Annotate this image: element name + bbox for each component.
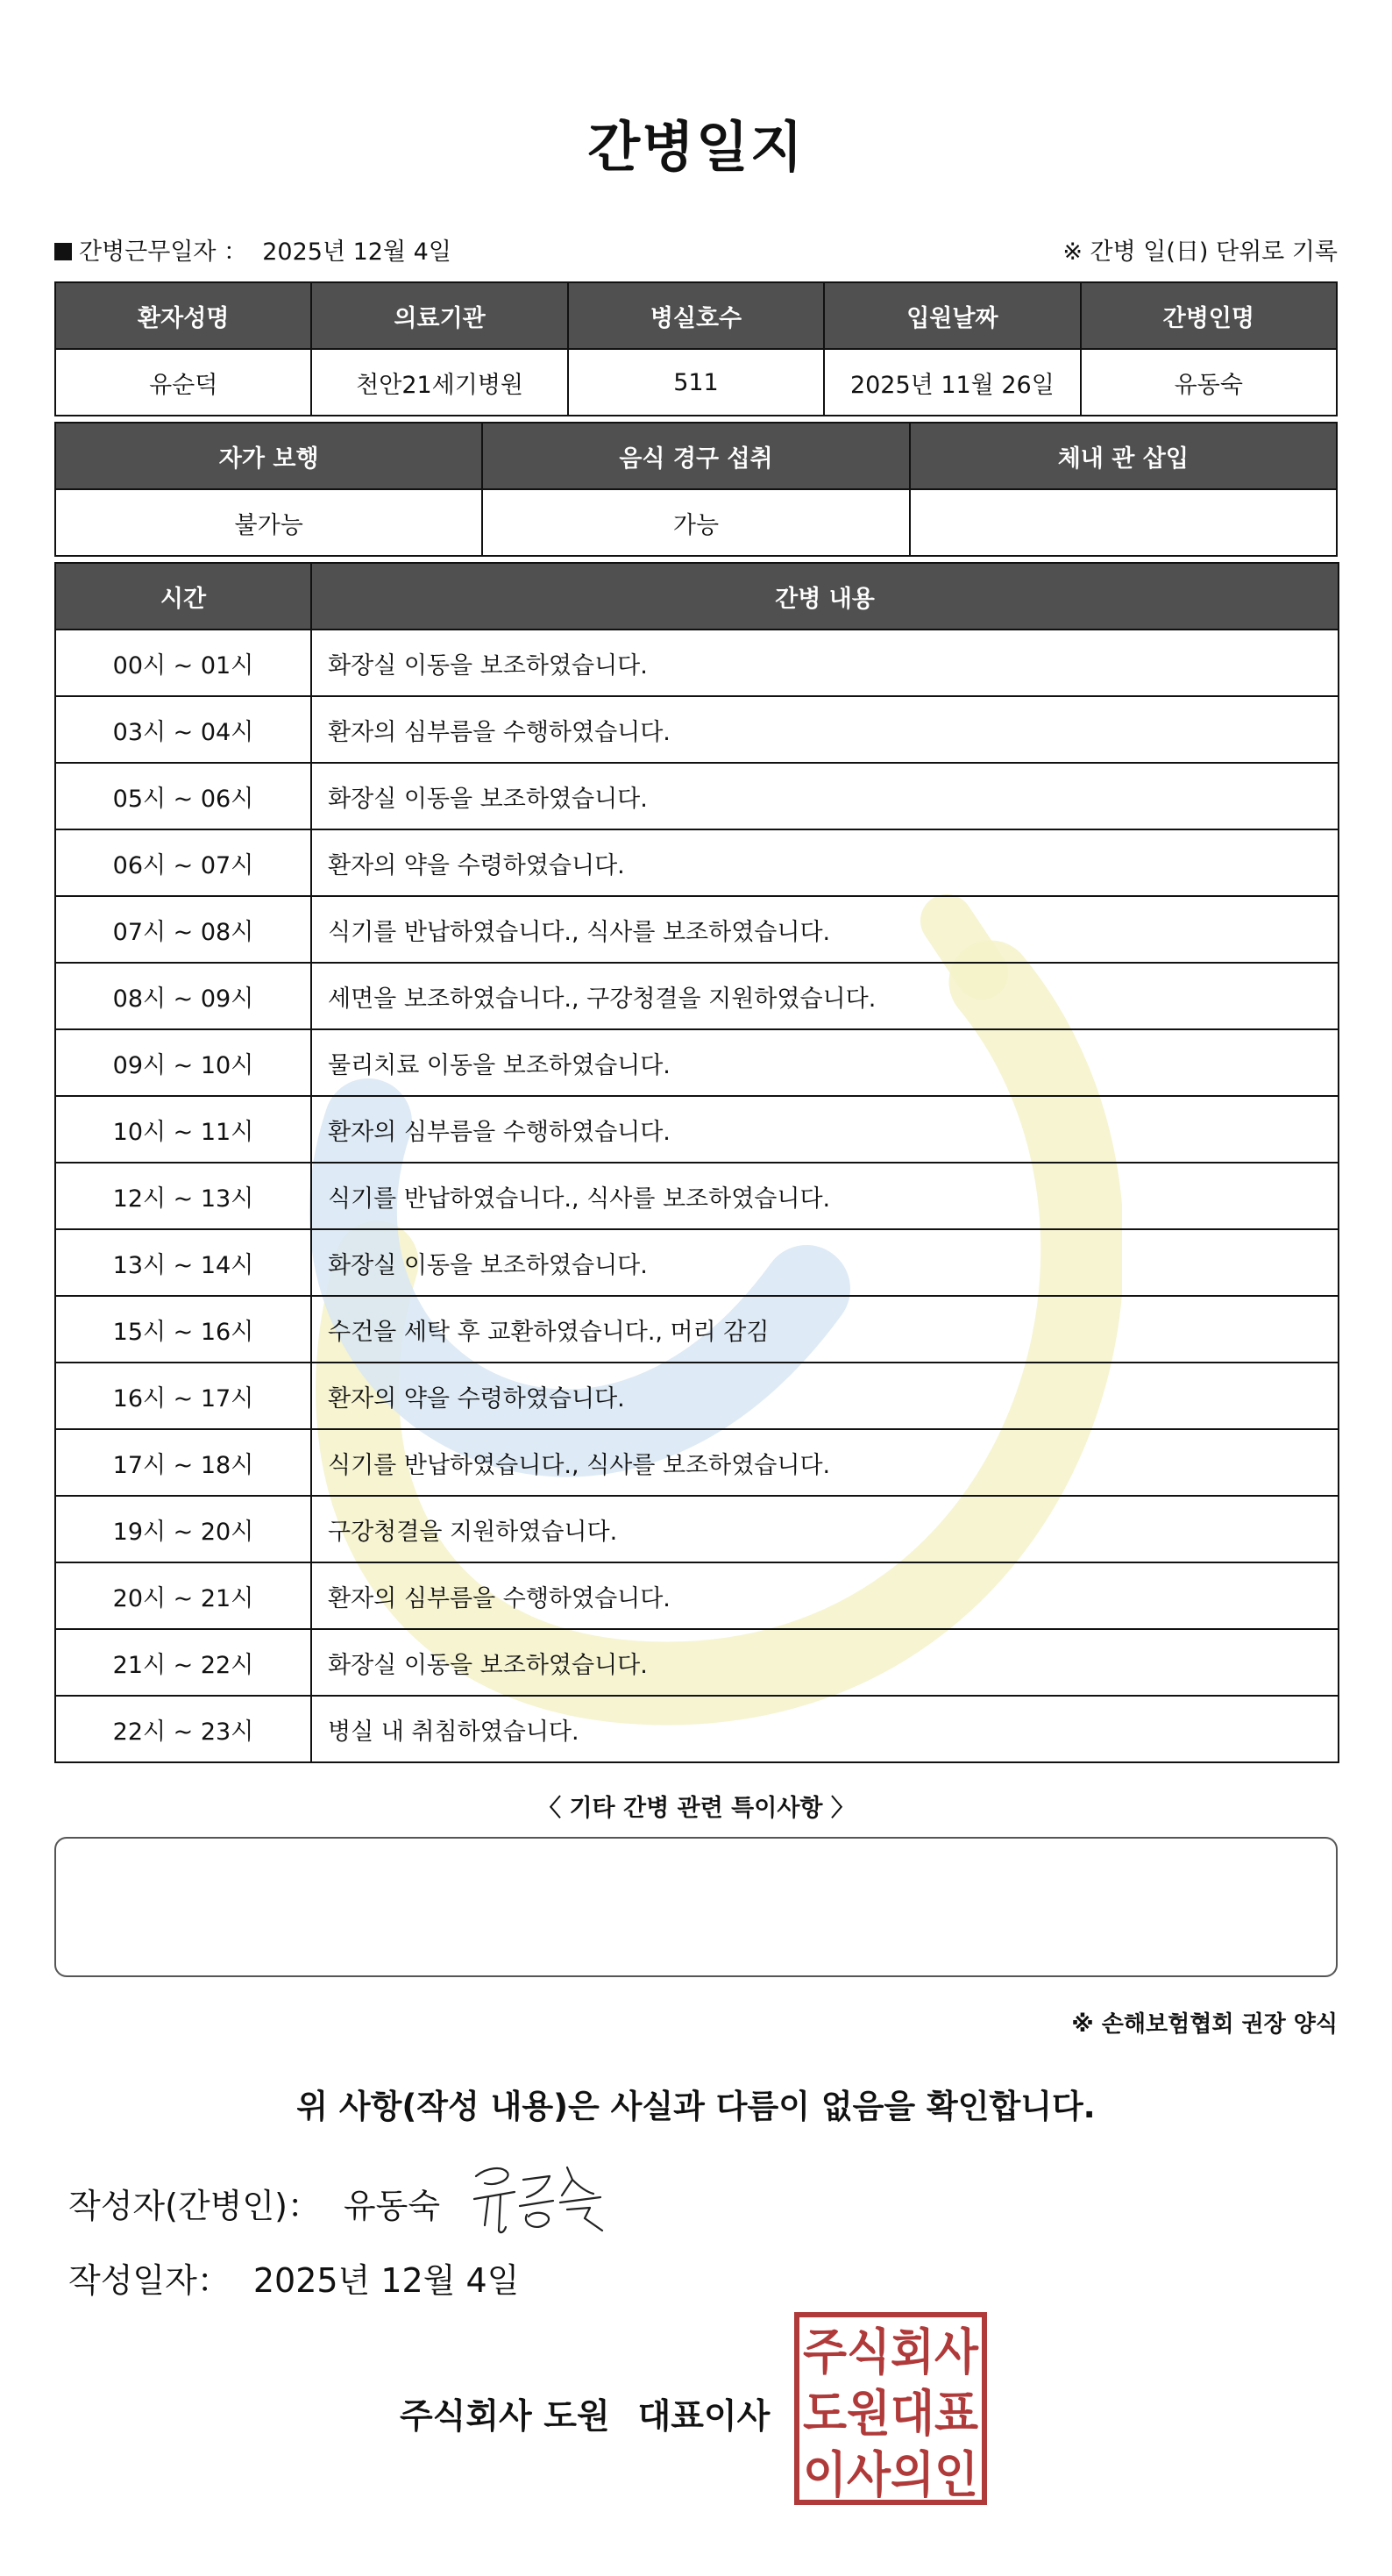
record-note: ※ 간병 일(日) 단위로 기록 bbox=[1062, 238, 1338, 266]
writer-name: 유동숙 bbox=[343, 2187, 441, 2225]
content-cell: 화장실 이동을 보조하였습니다. bbox=[311, 763, 1339, 829]
representative-title: 대표이사 bbox=[637, 2397, 771, 2437]
content-cell: 식기를 반납하였습니다., 식사를 보조하였습니다. bbox=[311, 1429, 1339, 1496]
content-cell: 환자의 심부름을 수행하였습니다. bbox=[311, 1562, 1339, 1629]
time-cell: 06시 ~ 07시 bbox=[55, 829, 311, 896]
content-cell: 환자의 심부름을 수행하였습니다. bbox=[311, 696, 1339, 763]
table-row bbox=[55, 763, 1339, 829]
time-cell: 05시 ~ 06시 bbox=[55, 763, 311, 829]
table-row bbox=[55, 1562, 1339, 1629]
table-row bbox=[55, 963, 1339, 1029]
content-cell: 수건을 세탁 후 교환하였습니다., 머리 감김 bbox=[311, 1296, 1339, 1363]
header-admission-date: 입원날짜 bbox=[824, 282, 1080, 349]
patient-name: 유순덕 bbox=[55, 349, 311, 416]
content-cell: 화장실 이동을 보조하였습니다. bbox=[311, 1629, 1339, 1696]
table-row bbox=[55, 630, 1339, 696]
care-log-table bbox=[54, 562, 1339, 1763]
content-cell: 화장실 이동을 보조하였습니다. bbox=[311, 1229, 1339, 1296]
self-walking-value: 불가능 bbox=[55, 489, 482, 556]
tube-insertion-value bbox=[910, 489, 1337, 556]
time-cell: 15시 ~ 16시 bbox=[55, 1296, 311, 1363]
patient-info-table bbox=[54, 281, 1338, 416]
admission-date: 2025년 11월 26일 bbox=[824, 349, 1080, 416]
header-caregiver-name: 간병인명 bbox=[1081, 282, 1337, 349]
time-cell: 12시 ~ 13시 bbox=[55, 1163, 311, 1229]
company-name: 주식회사 도원 bbox=[400, 2397, 610, 2437]
table-row bbox=[55, 896, 1339, 963]
content-cell: 식기를 반납하였습니다., 식사를 보조하였습니다. bbox=[311, 1163, 1339, 1229]
table-row bbox=[55, 1629, 1339, 1696]
table-row bbox=[55, 1163, 1339, 1229]
work-date-label: 간병근무일자 ： bbox=[79, 238, 248, 266]
content-cell: 환자의 심부름을 수행하였습니다. bbox=[311, 1096, 1339, 1163]
table-row bbox=[55, 1429, 1339, 1496]
work-date-value: 2025년 12월 4일 bbox=[262, 238, 451, 266]
header-self-walking: 자가 보행 bbox=[55, 423, 482, 489]
written-date-value: 2025년 12월 4일 bbox=[252, 2261, 520, 2300]
time-cell: 19시 ~ 20시 bbox=[55, 1496, 311, 1562]
content-cell: 환자의 약을 수령하였습니다. bbox=[311, 829, 1339, 896]
time-cell: 16시 ~ 17시 bbox=[55, 1363, 311, 1429]
table-row bbox=[55, 1229, 1339, 1296]
time-cell: 22시 ~ 23시 bbox=[55, 1696, 311, 1762]
header-hospital: 의료기관 bbox=[311, 282, 567, 349]
work-date bbox=[54, 232, 451, 267]
time-cell: 17시 ~ 18시 bbox=[55, 1429, 311, 1496]
time-cell: 13시 ~ 14시 bbox=[55, 1229, 311, 1296]
time-cell: 00시 ~ 01시 bbox=[55, 630, 311, 696]
header-room-number: 병실호수 bbox=[568, 282, 824, 349]
header-oral-intake: 음식 경구 섭취 bbox=[482, 423, 909, 489]
content-cell: 물리치료 이동을 보조하였습니다. bbox=[311, 1029, 1339, 1096]
form-source-note: ※ 손해보험협회 권장 양식 bbox=[1071, 2011, 1338, 2038]
svg-text:주식회사: 주식회사 bbox=[803, 2324, 979, 2381]
content-cell: 세면을 보조하였습니다., 구강청결을 지원하였습니다. bbox=[311, 963, 1339, 1029]
time-cell: 09시 ~ 10시 bbox=[55, 1029, 311, 1096]
time-cell: 07시 ~ 08시 bbox=[55, 896, 311, 963]
table-row bbox=[55, 1496, 1339, 1562]
content-cell: 구강청결을 지원하였습니다. bbox=[311, 1496, 1339, 1562]
time-cell: 10시 ~ 11시 bbox=[55, 1096, 311, 1163]
notes-heading: 〈 기타 간병 관련 특이사항 〉 bbox=[537, 1795, 855, 1822]
company-seal-stamp bbox=[793, 2311, 988, 2506]
content-cell: 화장실 이동을 보조하였습니다. bbox=[311, 630, 1339, 696]
svg-text:도원대표: 도원대표 bbox=[803, 2386, 978, 2443]
page-title: 간병일지 bbox=[587, 115, 805, 179]
header-care-content: 간병 내용 bbox=[311, 563, 1339, 630]
header-time: 시간 bbox=[55, 563, 311, 630]
header-tube-insertion: 체내 관 삽입 bbox=[910, 423, 1337, 489]
table-row bbox=[55, 1096, 1339, 1163]
notes-box bbox=[54, 1837, 1338, 1977]
content-cell: 병실 내 취침하였습니다. bbox=[311, 1696, 1339, 1762]
written-date-line bbox=[68, 2253, 519, 2302]
content-cell: 식기를 반납하였습니다., 식사를 보조하였습니다. bbox=[311, 896, 1339, 963]
writer-line bbox=[68, 2179, 440, 2227]
company-signature-line bbox=[400, 2389, 770, 2438]
svg-text:이사의인: 이사의인 bbox=[803, 2447, 978, 2504]
oral-intake-value: 가능 bbox=[482, 489, 909, 556]
writer-label: 작성자(간병인)： bbox=[68, 2187, 321, 2225]
table-row bbox=[55, 1696, 1339, 1762]
hospital-name: 천안21세기병원 bbox=[311, 349, 567, 416]
content-cell: 환자의 약을 수령하였습니다. bbox=[311, 1363, 1339, 1429]
patient-status-table bbox=[54, 422, 1338, 557]
time-cell: 08시 ~ 09시 bbox=[55, 963, 311, 1029]
time-cell: 21시 ~ 22시 bbox=[55, 1629, 311, 1696]
header-patient-name: 환자성명 bbox=[55, 282, 311, 349]
time-cell: 03시 ~ 04시 bbox=[55, 696, 311, 763]
table-row bbox=[55, 1363, 1339, 1429]
table-row bbox=[55, 829, 1339, 896]
table-row bbox=[55, 696, 1339, 763]
caregiver-name: 유동숙 bbox=[1081, 349, 1337, 416]
written-date-label: 작성일자： bbox=[68, 2261, 231, 2300]
room-number: 511 bbox=[568, 349, 824, 416]
square-bullet-icon bbox=[54, 243, 72, 260]
time-cell: 20시 ~ 21시 bbox=[55, 1562, 311, 1629]
table-row bbox=[55, 1296, 1339, 1363]
handwritten-signature bbox=[469, 2157, 609, 2240]
table-row bbox=[55, 1029, 1339, 1096]
confirmation-statement: 위 사항(작성 내용)은 사실과 다름이 없음을 확인합니다. bbox=[296, 2088, 1096, 2125]
